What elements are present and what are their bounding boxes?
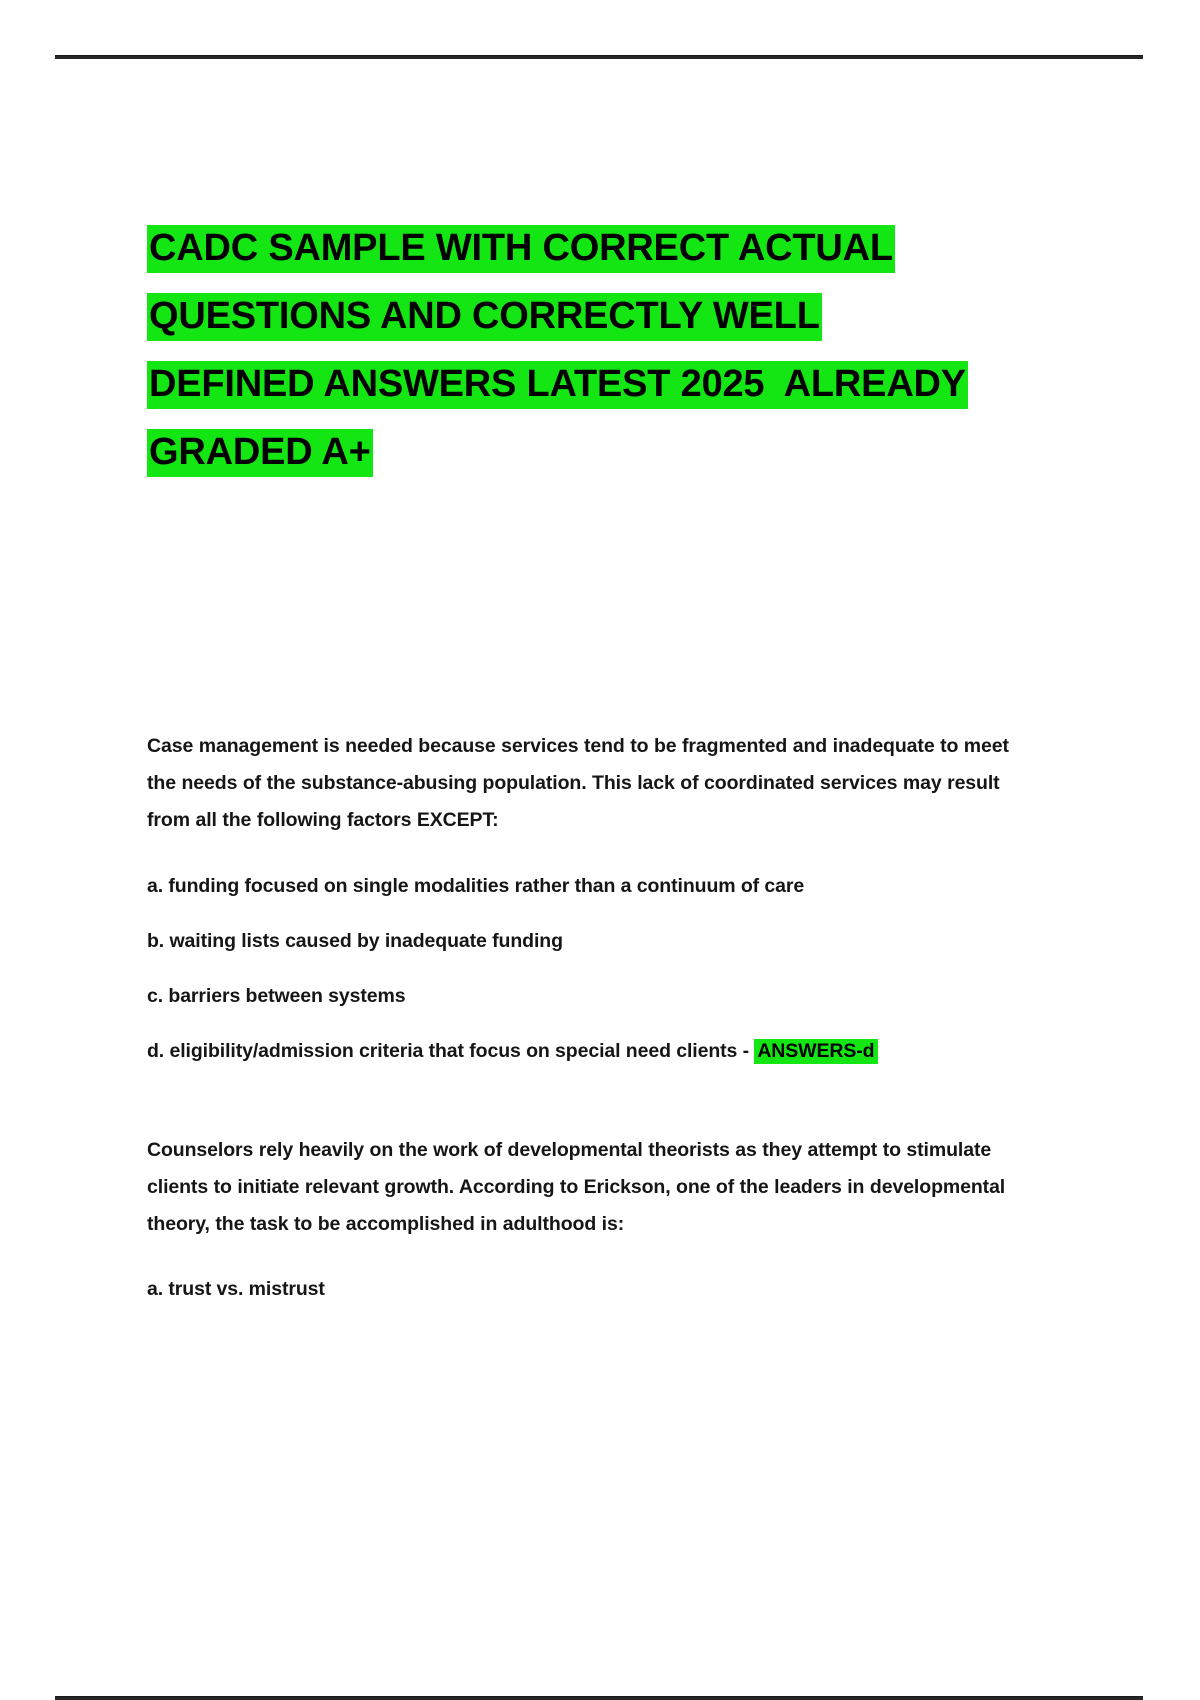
question-block-2 xyxy=(147,1132,1017,1308)
question-option-a: a. funding focused on single modalities rather than a continuum of care xyxy=(147,875,805,897)
header-rule xyxy=(55,55,1143,59)
question-option-d-text: d. eligibility/admission criteria that focus on special need clients - xyxy=(147,1040,755,1062)
title-line-2: QUESTIONS AND CORRECTLY WELL xyxy=(147,293,822,341)
question-stem: Case management is needed because services tend to be fragmented and inadequate to meet the needs of the substance-abusing population. This lack of coordinated services may result from all the following factors EXCEPT: xyxy=(147,735,1009,831)
page-title xyxy=(147,214,1047,486)
answer-highlight: ANSWERS-d xyxy=(754,1039,877,1064)
question-stem: Counselors rely heavily on the work of developmental theorists as they attempt to stimulate clients to initiate relevant growth. According to Erickson, one of the leaders in developmental theory, the task to be accomplished in adulthood is: xyxy=(147,1139,1006,1235)
title-line-3: DEFINED ANSWERS LATEST 2025 ALREADY xyxy=(147,361,968,409)
question-block-1 xyxy=(147,728,1017,1070)
title-line-1: CADC SAMPLE WITH CORRECT ACTUAL xyxy=(147,225,895,273)
title-line-4: GRADED A+ xyxy=(147,429,373,477)
footer-rule xyxy=(55,1696,1143,1700)
question-option-c: c. barriers between systems xyxy=(147,985,406,1007)
question-option-d xyxy=(147,1033,1017,1070)
question-option-a: a. trust vs. mistrust xyxy=(147,1278,325,1300)
question-option-b: b. waiting lists caused by inadequate funding xyxy=(147,930,563,952)
